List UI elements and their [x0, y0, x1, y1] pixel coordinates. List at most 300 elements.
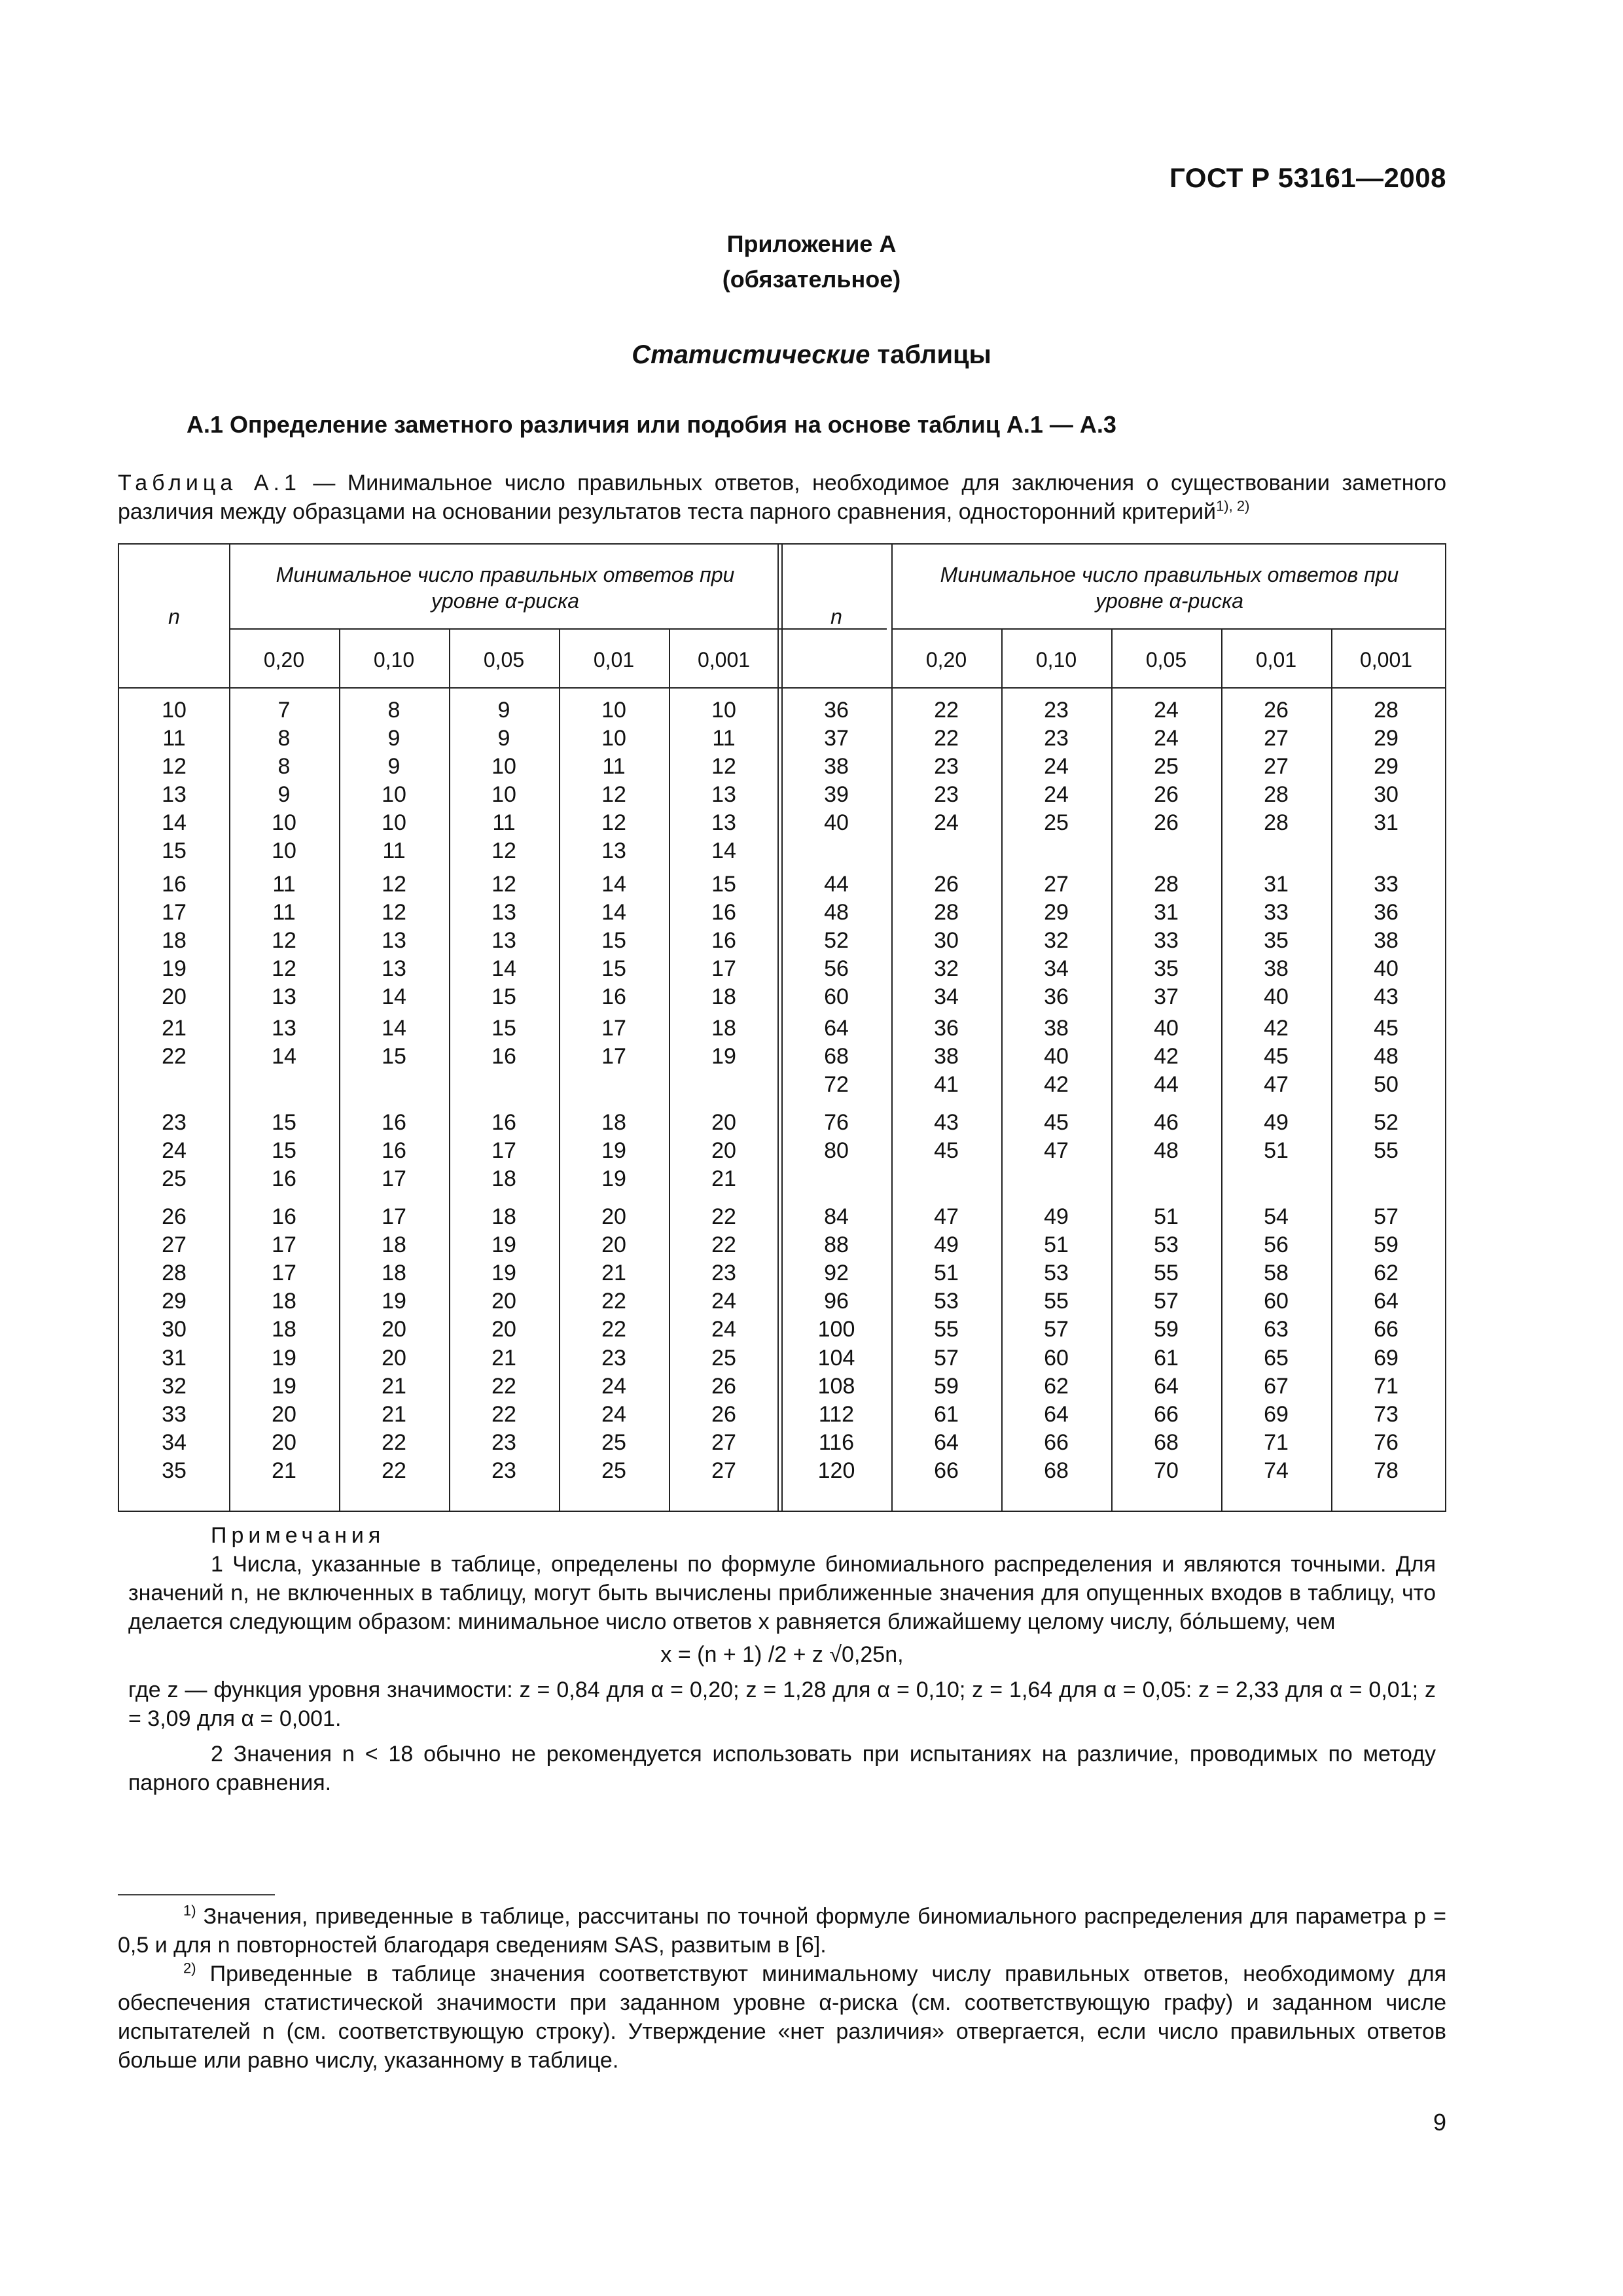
value-cell: 27	[1264, 754, 1289, 779]
value-cell: 15	[382, 1044, 406, 1069]
value-cell: 55	[1154, 1261, 1179, 1285]
value-cell: 9	[277, 782, 291, 807]
value-cell: 14	[382, 984, 406, 1009]
n-cell: 29	[162, 1289, 187, 1314]
value-cell: 59	[934, 1374, 959, 1399]
n-cell: 19	[162, 956, 187, 981]
value-cell: 57	[1154, 1289, 1179, 1314]
n-cell	[781, 837, 891, 865]
value-cell: 12	[491, 872, 516, 897]
alpha-header-right: 0,10	[1035, 648, 1077, 672]
n-cell: 38	[824, 754, 849, 779]
value-cell: 55	[1044, 1289, 1069, 1314]
value-cell: 10	[491, 754, 516, 779]
n-cell: 14	[162, 810, 187, 835]
value-cell: 31	[1154, 900, 1179, 925]
value-cell: 7	[277, 698, 291, 723]
group-header-left: Минимальное число правильных ответов при уровне α-риска	[276, 563, 735, 613]
n-cell: 35	[162, 1458, 187, 1483]
n-cell: 18	[162, 928, 187, 953]
value-cell: 53	[934, 1289, 959, 1314]
n-cell: 20	[162, 984, 187, 1009]
n-cell: 26	[162, 1204, 187, 1229]
value-cell	[1111, 837, 1221, 865]
value-cell: 21	[272, 1458, 296, 1483]
value-cell: 14	[272, 1044, 296, 1069]
value-cell: 18	[272, 1317, 296, 1342]
value-cell: 62	[1374, 1261, 1399, 1285]
value-cell: 19	[491, 1232, 516, 1257]
n-cell: 100	[817, 1317, 855, 1342]
value-cell: 23	[711, 1261, 736, 1285]
value-cell: 55	[934, 1317, 959, 1342]
value-cell: 24	[601, 1374, 626, 1399]
n-cell: 88	[824, 1232, 849, 1257]
value-cell: 25	[601, 1430, 626, 1455]
value-cell	[1111, 1165, 1221, 1193]
value-cell: 35	[1154, 956, 1179, 981]
value-cell: 12	[601, 782, 626, 807]
value-cell: 24	[1154, 726, 1179, 751]
n-cell: 21	[162, 1016, 187, 1041]
value-cell: 45	[1044, 1110, 1069, 1135]
statistics-table	[118, 543, 1446, 1795]
value-cell: 24	[934, 810, 959, 835]
value-cell: 23	[1044, 726, 1069, 751]
value-cell: 68	[1154, 1430, 1179, 1455]
n-cell: 37	[824, 726, 849, 751]
value-cell: 24	[1044, 782, 1069, 807]
footnotes	[118, 1902, 1446, 2075]
value-cell: 12	[711, 754, 736, 779]
notes-block	[119, 1521, 1445, 1797]
value-cell: 18	[711, 1016, 736, 1041]
value-cell: 32	[934, 956, 959, 981]
section-title-rest: таблицы	[870, 340, 991, 369]
value-cell: 22	[382, 1458, 406, 1483]
value-cell: 13	[272, 984, 296, 1009]
value-cell: 47	[934, 1204, 959, 1229]
value-cell: 71	[1264, 1430, 1289, 1455]
n-cell: 23	[162, 1110, 187, 1135]
value-cell: 21	[382, 1374, 406, 1399]
value-cell: 12	[491, 838, 516, 863]
value-cell: 31	[1264, 872, 1289, 897]
value-cell: 41	[934, 1072, 959, 1097]
value-cell: 65	[1264, 1346, 1289, 1371]
value-cell: 18	[382, 1232, 406, 1257]
value-cell: 20	[601, 1204, 626, 1229]
value-cell: 13	[272, 1016, 296, 1041]
value-cell: 25	[1044, 810, 1069, 835]
value-cell: 10	[711, 698, 736, 723]
page-number: 9	[1433, 2109, 1446, 2136]
n-cell: 36	[824, 698, 849, 723]
value-cell: 24	[1044, 754, 1069, 779]
value-cell: 40	[1264, 984, 1289, 1009]
value-cell: 76	[1374, 1430, 1399, 1455]
value-cell: 19	[272, 1346, 296, 1371]
value-cell: 18	[711, 984, 736, 1009]
n-cell: 56	[824, 956, 849, 981]
n-cell: 27	[162, 1232, 187, 1257]
value-cell: 10	[491, 782, 516, 807]
n-cell	[781, 1165, 891, 1193]
value-cell	[1001, 1165, 1111, 1193]
value-cell: 21	[382, 1402, 406, 1427]
value-cell: 43	[1374, 984, 1399, 1009]
value-cell: 74	[1264, 1458, 1289, 1483]
value-cell: 22	[711, 1232, 736, 1257]
alpha-header-left: 0,01	[593, 648, 635, 672]
value-cell: 16	[491, 1044, 516, 1069]
value-cell: 51	[1264, 1138, 1289, 1163]
value-cell: 13	[711, 782, 736, 807]
n-cell: 12	[162, 754, 187, 779]
alpha-header-right: 0,20	[925, 648, 967, 672]
value-cell: 59	[1154, 1317, 1179, 1342]
value-cell: 45	[1264, 1044, 1289, 1069]
value-cell	[891, 837, 1001, 865]
value-cell: 48	[1374, 1044, 1399, 1069]
value-cell: 66	[1374, 1317, 1399, 1342]
value-cell: 17	[491, 1138, 516, 1163]
note-formula: x = (n + 1) /2 + z √0,25n,	[660, 1642, 904, 1667]
value-cell: 17	[601, 1044, 626, 1069]
value-cell: 20	[711, 1110, 736, 1135]
value-cell: 13	[491, 900, 516, 925]
n-cell: 76	[824, 1110, 849, 1135]
n-cell: 32	[162, 1374, 187, 1399]
value-cell: 47	[1264, 1072, 1289, 1097]
table-caption	[118, 469, 1446, 526]
value-cell: 13	[382, 928, 406, 953]
value-cell: 20	[711, 1138, 736, 1163]
value-cell: 62	[1044, 1374, 1069, 1399]
value-cell: 11	[492, 810, 516, 835]
n-cell: 33	[162, 1402, 187, 1427]
value-cell	[449, 1071, 559, 1098]
value-cell: 33	[1374, 872, 1399, 897]
value-cell: 38	[1044, 1016, 1069, 1041]
n-cell: 22	[162, 1044, 187, 1069]
n-cell: 80	[824, 1138, 849, 1163]
footnote-2-mark: 2)	[183, 1960, 196, 1977]
value-cell: 28	[1264, 810, 1289, 835]
value-cell: 34	[934, 984, 959, 1009]
value-cell	[339, 1071, 449, 1098]
value-cell: 66	[1154, 1402, 1179, 1427]
value-cell: 10	[382, 810, 406, 835]
value-cell: 17	[711, 956, 736, 981]
value-cell: 15	[601, 956, 626, 981]
footnote-1	[118, 1902, 1446, 1960]
value-cell: 70	[1154, 1458, 1179, 1483]
value-cell: 23	[491, 1430, 516, 1455]
value-cell: 27	[1264, 726, 1289, 751]
value-cell: 44	[1154, 1072, 1179, 1097]
value-cell: 38	[1264, 956, 1289, 981]
value-cell	[559, 1071, 669, 1098]
value-cell	[1331, 1165, 1441, 1193]
value-cell: 16	[382, 1138, 406, 1163]
value-cell: 19	[711, 1044, 736, 1069]
value-cell: 30	[1374, 782, 1399, 807]
value-cell: 32	[1044, 928, 1069, 953]
value-cell: 64	[1374, 1289, 1399, 1314]
value-cell: 19	[601, 1138, 626, 1163]
value-cell: 10	[272, 810, 296, 835]
n-cell: 13	[162, 782, 187, 807]
value-cell: 12	[382, 900, 406, 925]
value-cell: 17	[272, 1232, 296, 1257]
n-cell: 10	[162, 698, 187, 723]
value-cell: 20	[491, 1317, 516, 1342]
value-cell: 11	[272, 872, 296, 897]
n-cell: 34	[162, 1430, 187, 1455]
value-cell: 23	[934, 754, 959, 779]
value-cell: 23	[601, 1346, 626, 1371]
alpha-header-right: 0,05	[1145, 648, 1187, 672]
value-cell: 10	[272, 838, 296, 863]
value-cell: 53	[1044, 1261, 1069, 1285]
value-cell: 11	[602, 754, 626, 779]
value-cell: 38	[1374, 928, 1399, 953]
value-cell: 48	[1154, 1138, 1179, 1163]
value-cell: 23	[934, 782, 959, 807]
value-cell	[891, 1165, 1001, 1193]
n-cell: 17	[162, 900, 187, 925]
value-cell: 28	[1264, 782, 1289, 807]
value-cell	[1221, 837, 1331, 865]
value-cell: 55	[1374, 1138, 1399, 1163]
value-cell: 51	[934, 1261, 959, 1285]
n-cell: 40	[824, 810, 849, 835]
value-cell	[1331, 837, 1441, 865]
value-cell: 22	[491, 1374, 516, 1399]
section-title-italic: Статистические	[632, 340, 870, 369]
value-cell: 19	[382, 1289, 406, 1314]
value-cell: 30	[934, 928, 959, 953]
value-cell: 50	[1374, 1072, 1399, 1097]
value-cell: 9	[387, 754, 401, 779]
value-cell: 22	[934, 698, 959, 723]
value-cell: 68	[1044, 1458, 1069, 1483]
value-cell: 33	[1264, 900, 1289, 925]
value-cell: 19	[272, 1374, 296, 1399]
n-cell: 16	[162, 872, 187, 897]
value-cell: 17	[272, 1261, 296, 1285]
value-cell: 15	[601, 928, 626, 953]
value-cell: 56	[1264, 1232, 1289, 1257]
value-cell: 36	[934, 1016, 959, 1041]
footnote-1-text: Значения, приведенные в таблице, рассчитаны по точной формуле биномиального распределения для параметра p = 0,5 и для n повторностей благодаря сведениям SAS, развитым в [6].	[118, 1904, 1446, 1958]
annex-subtitle: (обязательное)	[722, 266, 901, 293]
value-cell: 51	[1154, 1204, 1179, 1229]
value-cell: 53	[1154, 1232, 1179, 1257]
n-cell: 60	[824, 984, 849, 1009]
value-cell: 13	[601, 838, 626, 863]
n-cell: 116	[818, 1430, 855, 1455]
value-cell: 14	[711, 838, 736, 863]
caption-footnote-ref: 1), 2)	[1216, 497, 1250, 514]
value-cell: 20	[382, 1317, 406, 1342]
value-cell: 43	[934, 1110, 959, 1135]
value-cell: 22	[711, 1204, 736, 1229]
value-cell: 60	[1264, 1289, 1289, 1314]
value-cell	[229, 1071, 339, 1098]
footnote-rule	[118, 1894, 275, 1895]
value-cell: 42	[1154, 1044, 1179, 1069]
value-cell: 45	[934, 1138, 959, 1163]
value-cell: 64	[1044, 1402, 1069, 1427]
value-cell: 47	[1044, 1138, 1069, 1163]
value-cell: 23	[491, 1458, 516, 1483]
notes-title: Примечания	[211, 1523, 385, 1548]
note-2: 2 Значения n < 18 обычно не рекомендуется использовать при испытаниях на различие, проводимых по методу парного сравнения.	[128, 1742, 1436, 1795]
value-cell: 28	[1374, 698, 1399, 723]
value-cell: 12	[272, 956, 296, 981]
n-cell: 96	[824, 1289, 849, 1314]
n-cell: 31	[162, 1346, 187, 1371]
value-cell: 14	[382, 1016, 406, 1041]
value-cell: 22	[601, 1317, 626, 1342]
value-cell: 49	[1044, 1204, 1069, 1229]
value-cell: 13	[711, 810, 736, 835]
value-cell: 40	[1154, 1016, 1179, 1041]
value-cell: 9	[387, 726, 401, 751]
value-cell: 71	[1374, 1374, 1399, 1399]
value-cell: 12	[601, 810, 626, 835]
value-cell: 36	[1374, 900, 1399, 925]
value-cell: 35	[1264, 928, 1289, 953]
caption-text: — Минимальное число правильных ответов, необходимое для заключения о существовании заметного различия между образцами на основании результатов теста парного сравнения, односторонний критерий	[118, 471, 1446, 524]
group-header-right: Минимальное число правильных ответов при уровне α-риска	[940, 563, 1399, 613]
value-cell: 20	[272, 1402, 296, 1427]
alpha-header-right: 0,01	[1255, 648, 1297, 672]
value-cell: 17	[601, 1016, 626, 1041]
value-cell: 27	[1044, 872, 1069, 897]
value-cell: 20	[601, 1232, 626, 1257]
value-cell: 42	[1044, 1072, 1069, 1097]
value-cell: 18	[382, 1261, 406, 1285]
value-cell: 40	[1044, 1044, 1069, 1069]
footnote-2-text: Приведенные в таблице значения соответствуют минимальному числу правильных ответов, необходимому для обеспечения статистической значимости при заданном уровне α-риска (см. соответствующую графу) и заданном числе испытателей n (см. соответствующую строку). Утверждение «нет различия» отвергается, если число правильных ответов больше или равно числу, указанному в таблице.	[118, 1962, 1446, 2073]
value-cell: 33	[1154, 928, 1179, 953]
value-cell: 15	[272, 1110, 296, 1135]
value-cell: 14	[491, 956, 516, 981]
value-cell: 16	[272, 1166, 296, 1191]
value-cell: 78	[1374, 1458, 1399, 1483]
value-cell: 46	[1154, 1110, 1179, 1135]
n-cell: 112	[818, 1402, 855, 1427]
value-cell: 42	[1264, 1016, 1289, 1041]
value-cell: 16	[491, 1110, 516, 1135]
n-cell: 120	[817, 1458, 855, 1483]
subsection-title: А.1 Определение заметного различия или подобия на основе таблиц А.1 — А.3	[187, 411, 1116, 438]
value-cell: 27	[711, 1430, 736, 1455]
value-cell: 13	[491, 928, 516, 953]
value-cell: 28	[1154, 872, 1179, 897]
n-cell: 108	[817, 1374, 855, 1399]
n-cell: 68	[824, 1044, 849, 1069]
value-cell	[669, 1071, 779, 1098]
value-cell: 8	[277, 726, 291, 751]
value-cell: 26	[1154, 782, 1179, 807]
value-cell: 22	[382, 1430, 406, 1455]
value-cell: 64	[934, 1430, 959, 1455]
alpha-header-left: 0,10	[373, 648, 415, 672]
value-cell: 59	[1374, 1232, 1399, 1257]
value-cell: 61	[934, 1402, 959, 1427]
value-cell: 28	[934, 900, 959, 925]
value-cell: 66	[934, 1458, 959, 1483]
value-cell: 60	[1044, 1346, 1069, 1371]
n-header-right: n	[830, 605, 842, 628]
value-cell: 19	[491, 1261, 516, 1285]
footnote-1-mark: 1)	[183, 1902, 196, 1919]
alpha-header-left: 0,05	[483, 648, 525, 672]
value-cell: 16	[711, 928, 736, 953]
value-cell: 67	[1264, 1374, 1289, 1399]
value-cell: 8	[277, 754, 291, 779]
value-cell: 12	[272, 928, 296, 953]
value-cell: 49	[934, 1232, 959, 1257]
value-cell	[1001, 837, 1111, 865]
value-cell: 23	[1044, 698, 1069, 723]
n-header-left: n	[168, 605, 180, 628]
value-cell: 21	[711, 1166, 736, 1191]
value-cell: 26	[711, 1374, 736, 1399]
value-cell: 21	[601, 1261, 626, 1285]
alpha-header-left: 0,001	[697, 648, 751, 672]
value-cell: 24	[711, 1317, 736, 1342]
value-cell: 52	[1374, 1110, 1399, 1135]
value-cell: 26	[934, 872, 959, 897]
value-cell: 14	[601, 872, 626, 897]
value-cell: 58	[1264, 1261, 1289, 1285]
caption-label: Таблица А.1	[118, 471, 301, 495]
value-cell: 16	[272, 1204, 296, 1229]
value-cell: 17	[382, 1166, 406, 1191]
value-cell: 20	[491, 1289, 516, 1314]
value-cell: 18	[491, 1204, 516, 1229]
value-cell: 15	[491, 1016, 516, 1041]
value-cell: 27	[711, 1458, 736, 1483]
n-cell: 15	[162, 838, 187, 863]
value-cell: 15	[272, 1138, 296, 1163]
value-cell: 57	[1374, 1204, 1399, 1229]
value-cell: 66	[1044, 1430, 1069, 1455]
value-cell: 40	[1374, 956, 1399, 981]
value-cell: 29	[1044, 900, 1069, 925]
n-cell: 92	[824, 1261, 849, 1285]
value-cell: 15	[491, 984, 516, 1009]
n-cell: 30	[162, 1317, 187, 1342]
value-cell: 9	[497, 726, 510, 751]
alpha-header-left: 0,20	[263, 648, 305, 672]
n-cell: 44	[824, 872, 849, 897]
footnote-2	[118, 1960, 1446, 2075]
value-cell: 19	[601, 1166, 626, 1191]
value-cell: 51	[1044, 1232, 1069, 1257]
value-cell: 16	[382, 1110, 406, 1135]
value-cell: 45	[1374, 1016, 1399, 1041]
value-cell: 29	[1374, 754, 1399, 779]
value-cell: 24	[1154, 698, 1179, 723]
value-cell: 63	[1264, 1317, 1289, 1342]
value-cell: 9	[497, 698, 510, 723]
